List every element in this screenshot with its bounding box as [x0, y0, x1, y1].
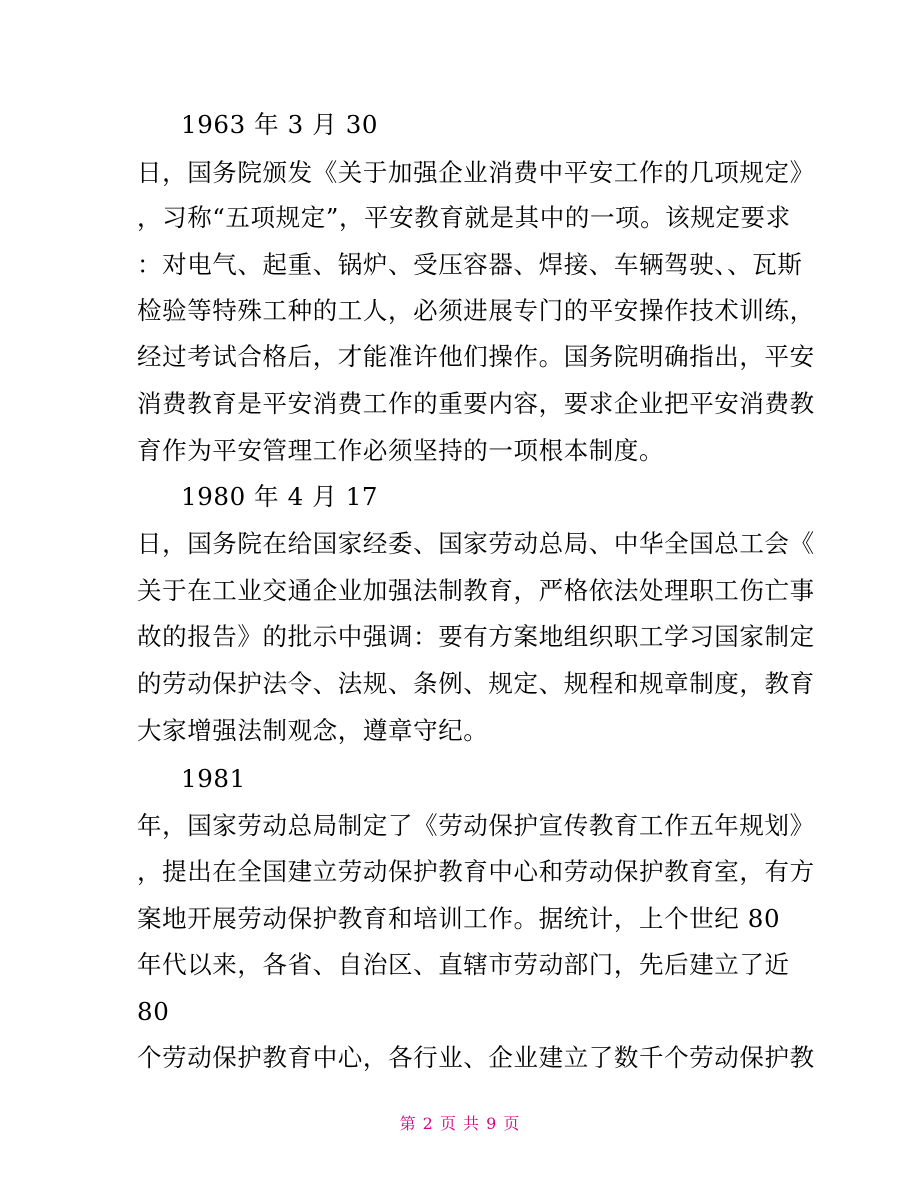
paragraph-3-line-7: 个劳动保护教育中心，各行业、企业建立了数千个劳动保护教: [137, 1043, 815, 1072]
paragraph-1-line-3: ，习称“五项规定”，平安教育就是其中的一项。该规定要求: [137, 203, 791, 232]
paragraph-1-line-8: 育作为平安管理工作必须坚持的一项根本制度。: [137, 436, 665, 465]
paragraph-2-line-6: 大家增强法制观念，遵章守纪。: [137, 716, 489, 745]
paragraph-2-line-1: 1980 年 4 月 17: [181, 482, 379, 511]
paragraph-3-line-6: 80: [137, 997, 170, 1026]
paragraph-1-line-4: ：对电气、起重、锅炉、受压容器、焊接、车辆驾驶、、瓦斯: [137, 250, 803, 279]
paragraph-3-line-4: 案地开展劳动保护教育和培训工作。据统计，上个世纪 80: [137, 904, 781, 933]
paragraph-3-line-3: ，提出在全国建立劳动保护教育中心和劳动保护教育室，有方: [137, 857, 815, 886]
paragraph-2-line-2: 日，国务院在给国家经委、国家劳动总局、中华全国总工会《: [137, 529, 815, 558]
paragraph-3-line-5: 年代以来，各省、自治区、直辖市劳动部门，先后建立了近: [137, 950, 790, 979]
paragraph-1-line-7: 消费教育是平安消费工作的重要内容，要求企业把平安消费教: [137, 389, 815, 418]
paragraph-3-line-1: 1981: [181, 764, 246, 793]
paragraph-2-line-3: 关于在工业交通企业加强法制教育，严格依法处理职工伤亡事: [137, 576, 815, 605]
paragraph-3-line-2: 年，国家劳动总局制定了《劳动保护宣传教育工作五年规划》: [137, 811, 815, 840]
paragraph-1-line-5: 检验等特殊工种的工人，必须进展专门的平安操作技术训练，: [137, 296, 815, 325]
paragraph-1-line-1: 1963 年 3 月 30: [181, 110, 379, 139]
paragraph-2-line-5: 的劳动保护法令、法规、条例、规定、规程和规章制度，教育: [137, 669, 815, 698]
paragraph-1-line-6: 经过考试合格后，才能准许他们操作。国务院明确指出，平安: [137, 342, 815, 371]
paragraph-1-line-2: 日，国务院颁发《关于加强企业消费中平安工作的几项规定》: [137, 158, 815, 187]
page-number-footer: 第 2 页 共 9 页: [399, 1114, 521, 1133]
paragraph-2-line-4: 故的报告》的批示中强调：要有方案地组织职工学习国家制定: [137, 622, 815, 651]
